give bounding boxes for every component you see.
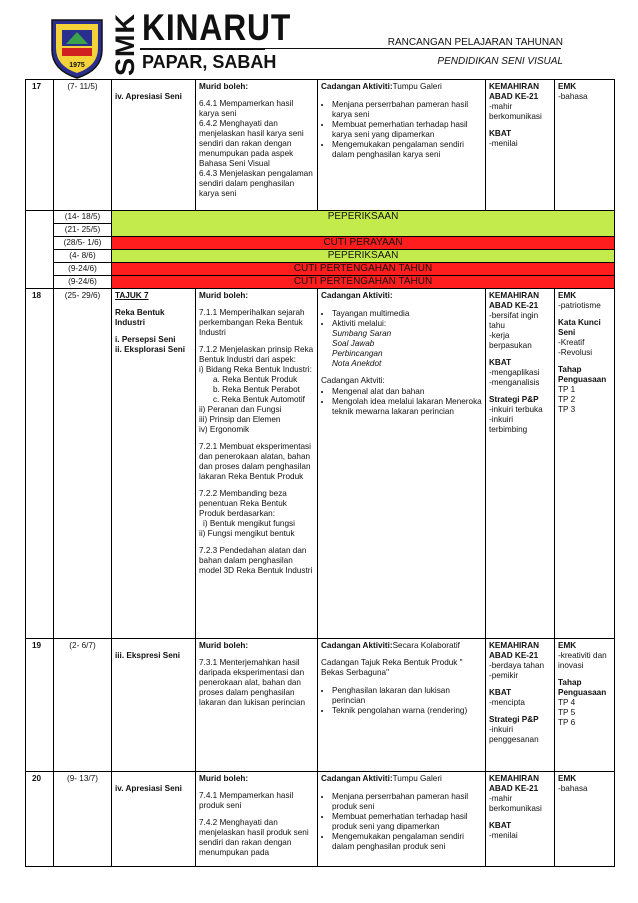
emk-heading: EMK <box>558 291 577 300</box>
objective-subitem: i) Bentuk mengikut fungsi <box>203 519 295 528</box>
kbat-item: -mengaplikasi <box>489 368 540 377</box>
mastery-item: TP 4 <box>558 698 576 707</box>
topic-cell <box>112 289 196 639</box>
objective-subitem: iv) Ergonomik <box>199 425 250 434</box>
table-row-band <box>26 211 615 224</box>
activities-cell <box>318 289 486 639</box>
objectives-cell <box>196 639 318 772</box>
kbat-heading: KBAT <box>489 358 512 367</box>
keyword-item: -Revolusi <box>558 348 593 357</box>
activity-item: • Membuat pemerhatian terhadap hasil produk seni yang dipamerkan <box>332 812 482 832</box>
emk-heading: EMK <box>558 82 577 91</box>
activity-item: • Mengemukakan pengalaman sendiri dalam penghasilan produk seni <box>332 832 482 852</box>
objectives-heading: Murid boleh: <box>199 291 249 300</box>
objective-item: 7.1.1 Memperihalkan sejarah perkembangan Reka Bentuk Industri <box>199 308 305 337</box>
topic-label: ii. Eksplorasi Seni <box>115 345 186 354</box>
activity-subitem: Perbincangan <box>332 349 383 358</box>
objective-item: 6.4.1 Mempamerkan hasil karya seni <box>199 99 294 118</box>
emk-item: -patriotisme <box>558 301 601 310</box>
objectives-heading: Murid boleh: <box>199 82 249 91</box>
holiday-band: CUTI PERTENGAHAN TAHUN <box>112 263 615 276</box>
skill-item: -pemikir <box>489 671 519 680</box>
table-row-band <box>26 263 615 276</box>
activities-cell <box>318 639 486 772</box>
skills-heading: KEMAHIRAN ABAD KE-21 <box>489 641 540 660</box>
strategy-heading: Strategi P&P <box>489 395 539 404</box>
band-dates: (14- 18/5) <box>54 211 112 224</box>
holiday-band: CUTI PERTENGAHAN TAHUN <box>112 276 615 289</box>
objective-item: 7.1.2 Menjelaskan prinsip Reka Bentuk Industri dari aspek: <box>199 345 314 364</box>
header-rule <box>258 48 561 49</box>
svg-text:1975: 1975 <box>69 62 85 69</box>
page-header <box>0 0 638 88</box>
objective-subitem: c. Reka Bentuk Automotif <box>213 395 305 404</box>
kbat-heading: KBAT <box>489 129 512 138</box>
activities-heading-detail: Tumpu Galeri <box>392 774 442 783</box>
strategy-heading: Strategi P&P <box>489 715 539 724</box>
objective-subitem: b. Reka Bentuk Perabot <box>213 385 300 394</box>
activity-item: • Mengenal alat dan bahan <box>332 387 482 397</box>
lesson-plan-table <box>25 79 615 867</box>
kbat-item: -menganalisis <box>489 378 540 387</box>
objective-item: 7.3.1 Menterjemahkan hasil daripada eksperimentasi dan penerokaan alat, bahan dan proses dalam penghasilan lakaran dan lukisan perincian <box>199 658 306 707</box>
tajuk-name: Reka Bentuk Industri <box>115 308 165 327</box>
skills-heading: KEMAHIRAN ABAD KE-21 <box>489 291 540 310</box>
topic-label: iv. Apresiasi Seni <box>115 784 182 793</box>
school-name: KINARUT <box>142 7 292 48</box>
tajuk-label: TAJUK 7 <box>115 291 149 300</box>
subject-title: PENDIDIKAN SENI VISUAL <box>437 56 563 67</box>
keyword-item: -Kreatif <box>558 338 585 347</box>
kbat-heading: KBAT <box>489 688 512 697</box>
mastery-item: TP 3 <box>558 405 576 414</box>
school-crest-icon <box>48 14 106 80</box>
band-dates: (28/5- 1/6) <box>54 237 112 250</box>
band-dates: (4- 8/6) <box>54 250 112 263</box>
activities-heading-detail: Tumpu Galeri <box>392 82 442 91</box>
emk-item: -kreativiti dan inovasi <box>558 651 607 670</box>
skills-cell <box>486 80 555 211</box>
mastery-heading: Tahap Penguasaan <box>558 678 607 697</box>
objective-item: 7.2.2 Membanding beza penentuan Reka Bentuk Produk berdasarkan: <box>199 489 287 518</box>
objective-subitem: i) Bidang Reka Bentuk Industri: <box>199 365 312 374</box>
school-vertical-label: SMK <box>110 13 140 77</box>
topic-label: iii. Ekspresi Seni <box>115 651 181 660</box>
exam-band: PEPERIKSAAN <box>112 211 615 237</box>
kbat-item: -mencipta <box>489 698 525 707</box>
activity-item: • Tayangan multimedia <box>332 309 482 319</box>
topic-label: i. Persepsi Seni <box>115 335 176 344</box>
week-number: 19 <box>26 639 54 772</box>
strategy-item: -inkuiri penggesanan <box>489 725 539 744</box>
skills-heading: KEMAHIRAN ABAD KE-21 <box>489 82 540 101</box>
objective-item: 7.4.1 Mempamerkan hasil produk seni <box>199 791 294 810</box>
keyword-heading: Kata Kunci Seni <box>558 318 601 337</box>
activity-item: • Menjana perserrbahan pameran hasil produk seni <box>332 792 482 812</box>
activities-cell <box>318 772 486 867</box>
skills-cell <box>486 289 555 639</box>
kbat-item: -menilai <box>489 831 518 840</box>
emk-item: -bahasa <box>558 784 588 793</box>
objectives-cell <box>196 80 318 211</box>
activity-item: • Membuat pemerhatian terhadap hasil karya seni yang dipamerkan <box>332 120 482 140</box>
strategy-item: -inkuiri terbuka <box>489 405 543 414</box>
skill-item: -kerja berpasukan <box>489 331 532 350</box>
activity-item: • Teknik pengolahan warna (rendering) <box>332 706 482 716</box>
table-row-week-18 <box>26 289 615 639</box>
emk-cell <box>555 80 615 211</box>
week-dates: (2- 6/7) <box>54 639 112 772</box>
activities-heading: Cadangan Aktiviti: <box>321 291 393 300</box>
table-row-week-17 <box>26 80 615 211</box>
topic-label: iv. Apresiasi Seni <box>115 92 182 101</box>
mastery-item: TP 5 <box>558 708 576 717</box>
emk-cell <box>555 772 615 867</box>
kbat-item: -menilai <box>489 139 518 148</box>
mastery-item: TP 1 <box>558 385 576 394</box>
kbat-heading: KBAT <box>489 821 512 830</box>
activities-heading: Cadangan Aktiviti: <box>321 82 393 91</box>
skills-heading: KEMAHIRAN ABAD KE-21 <box>489 774 540 793</box>
activities-cell <box>318 80 486 211</box>
objective-item: 7.2.1 Membuat eksperimentasi dan penerokaan alatan, bahan dan proses dalam penghasilan lakaran Reka Bentuk Produk <box>199 442 311 481</box>
activities-heading: Cadangan Aktiviti: <box>321 641 393 650</box>
activity-item: • Menjana perserrbahan pameran hasil karya seni <box>332 100 482 120</box>
activity-subitem: Sumbang Saran <box>332 329 392 338</box>
week-number: 20 <box>26 772 54 867</box>
skill-item: -mahir berkomunikasi <box>489 794 542 813</box>
activity-item: • Mengemukakan pengalaman sendiri dalam penghasilan karya seni <box>332 140 482 160</box>
skill-item: -bersifat ingin tahu <box>489 311 539 330</box>
objective-item: 6.4.2 Menghayati dan menjelaskan hasil karya seni sendiri dan rakan dengan menumpukan pada aspek Bahasa Seni Visual <box>199 119 304 168</box>
holiday-band: CUTI PERAYAAN <box>112 237 615 250</box>
topic-cell <box>112 80 196 211</box>
objective-item: 7.4.2 Menghayati dan menjelaskan hasil produk seni sendiri dan rakan dengan menumpukan pada <box>199 818 309 857</box>
objectives-heading: Murid boleh: <box>199 774 249 783</box>
skill-item: -berdaya tahan <box>489 661 545 670</box>
emk-cell <box>555 639 615 772</box>
objective-item: 7.2.3 Pendedahan alatan dan bahan dalam penghasilan model 3D Reka Bentuk Industri <box>199 546 313 575</box>
topic-cell <box>112 772 196 867</box>
objectives-cell <box>196 289 318 639</box>
activity-intro: Cadangan Tajuk Reka Bentuk Produk " Bekas Serbaguna" <box>321 658 463 677</box>
activities-heading: Cadangan Aktviti: <box>321 376 385 385</box>
emk-heading: EMK <box>558 774 577 783</box>
table-row-band <box>26 250 615 263</box>
table-row-band <box>26 237 615 250</box>
band-dates: (9-24/6) <box>54 276 112 289</box>
skills-cell <box>486 772 555 867</box>
activity-subitem: Nota Anekdot <box>332 359 382 368</box>
activities-heading: Cadangan Aktiviti: <box>321 774 393 783</box>
week-number: 18 <box>26 289 54 639</box>
table-row-week-20 <box>26 772 615 867</box>
objective-subitem: ii) Peranan dan Fungsi <box>199 405 282 414</box>
activity-item: • Penghasilan lakaran dan lukisan perincian <box>332 686 482 706</box>
objectives-cell <box>196 772 318 867</box>
skill-item: -mahir berkomunikasi <box>489 102 542 121</box>
table-row-band <box>26 276 615 289</box>
objectives-heading: Murid boleh: <box>199 641 249 650</box>
exam-band: PEPERIKSAAN <box>112 250 615 263</box>
objective-subitem: a. Reka Bentuk Produk <box>213 375 298 384</box>
header-divider <box>140 48 265 50</box>
skills-cell <box>486 639 555 772</box>
band-week-cell <box>26 211 54 289</box>
week-number: 17 <box>26 80 54 211</box>
table-row-week-19 <box>26 639 615 772</box>
emk-heading: EMK <box>558 641 577 650</box>
mastery-item: TP 6 <box>558 718 576 727</box>
emk-item: -bahasa <box>558 92 588 101</box>
topic-cell <box>112 639 196 772</box>
band-dates: (21- 25/5) <box>54 224 112 237</box>
strategy-item: -inkuiri terbimbing <box>489 415 528 434</box>
week-dates: (7- 11/5) <box>54 80 112 211</box>
week-dates: (9- 13/7) <box>54 772 112 867</box>
emk-cell <box>555 289 615 639</box>
document-title: RANCANGAN PELAJARAN TAHUNAN <box>387 37 563 48</box>
activity-subitem: Soal Jawab <box>332 339 375 348</box>
activity-item: • Aktiviti melalui: <box>332 319 482 329</box>
mastery-item: TP 2 <box>558 395 576 404</box>
school-location: PAPAR, SABAH <box>142 52 277 72</box>
objective-subitem: iii) Prinsip dan Elemen <box>199 415 281 424</box>
activities-heading-detail: Secara Kolaboratif <box>392 641 460 650</box>
week-dates: (25- 29/6) <box>54 289 112 639</box>
activity-item: • Mengolah idea melalui lakaran Menerokа teknik mewarna lakaran perincian <box>332 397 482 417</box>
mastery-heading: Tahap Penguasaan <box>558 365 607 384</box>
objective-item: 6.4.3 Menjelaskan pengalaman sendiri dalam penghasilan karya seni <box>199 169 313 198</box>
band-dates: (9-24/6) <box>54 263 112 276</box>
objective-subitem: ii) Fungsi mengikut bentuk <box>199 529 295 538</box>
